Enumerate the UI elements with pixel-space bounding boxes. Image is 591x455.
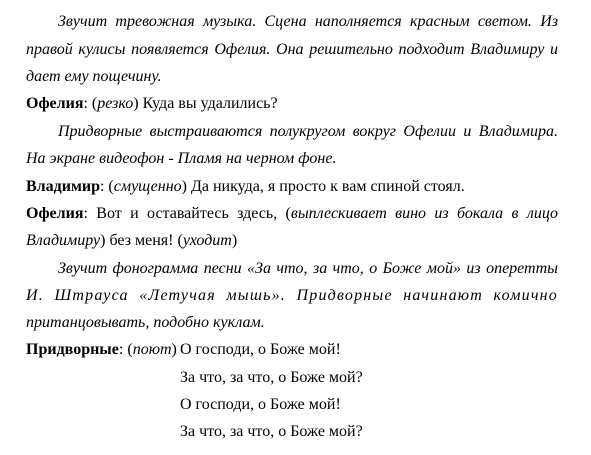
ophelia-line-2a <box>26 204 558 224</box>
stage-direction-1-line-2: правой кулисы появляется Офелия. Она решительно подходит Владимиру и <box>26 41 558 58</box>
speaker-name: Офелия <box>26 95 84 112</box>
dialogue-text: ) без меня! ( <box>100 232 183 249</box>
courtiers-line <box>26 340 177 360</box>
colon-paren: : ( <box>83 95 98 112</box>
verse-line-2: За что, за что, о Боже мой? <box>180 369 363 386</box>
close-paren: ) <box>171 341 177 358</box>
stage-direction-inline: Владимиру <box>26 232 101 249</box>
stage-direction-2-line-1: Придворные выстраиваются полукругом вокруг Офелии и Владимира. <box>58 123 558 140</box>
stage-direction-3-line-2: И. Штрауса «Летучая мышь». Придворные начинают комично <box>26 287 558 304</box>
stage-direction-inline: выплескивает вино из бокала в лицо <box>290 205 559 222</box>
stage-direction-inline: поют <box>132 341 172 358</box>
ophelia-line-1 <box>26 94 278 114</box>
verse-line-4: За что, за что, о Боже мой? <box>180 423 363 440</box>
dialogue-text: ) <box>231 232 238 249</box>
colon-paren: : ( <box>99 178 114 195</box>
stage-direction-1-line-3: дает ему пощечину. <box>26 68 162 85</box>
verse-line-1: О господи, о Боже мой! <box>180 341 341 358</box>
verse-line-3: О господи, о Боже мой! <box>180 396 341 413</box>
stage-direction-3-line-1: Звучит фонограмма песни «За что, за что, о Боже мой» из оперетты <box>58 260 558 277</box>
stage-direction-inline: уходит <box>182 232 232 249</box>
dialogue-text: ) Да никуда, я просто к вам спиной стоял. <box>181 178 465 195</box>
dialogue-text: : Вот и оставайтесь здесь, ( <box>83 205 291 222</box>
speaker-name: Владимир <box>26 178 100 195</box>
dialogue-text: ) Куда вы удалились? <box>133 95 278 112</box>
speaker-name: Офелия <box>26 205 84 222</box>
stage-direction-inline: резко <box>97 95 134 112</box>
vladimir-line-1 <box>26 177 465 197</box>
ophelia-line-2b <box>26 231 237 251</box>
speaker-name: Придворные <box>26 341 119 358</box>
stage-direction-2-line-2: На экране видеофон - Пламя на черном фоне. <box>26 150 337 167</box>
stage-direction-1-line-1: Звучит тревожная музыка. Сцена наполняется красным светом. Из <box>58 13 558 30</box>
stage-direction-3-line-3: пританцовывать, подобно куклам. <box>26 314 265 331</box>
stage-direction-inline: смущенно <box>113 178 182 195</box>
colon-paren: : ( <box>118 341 133 358</box>
